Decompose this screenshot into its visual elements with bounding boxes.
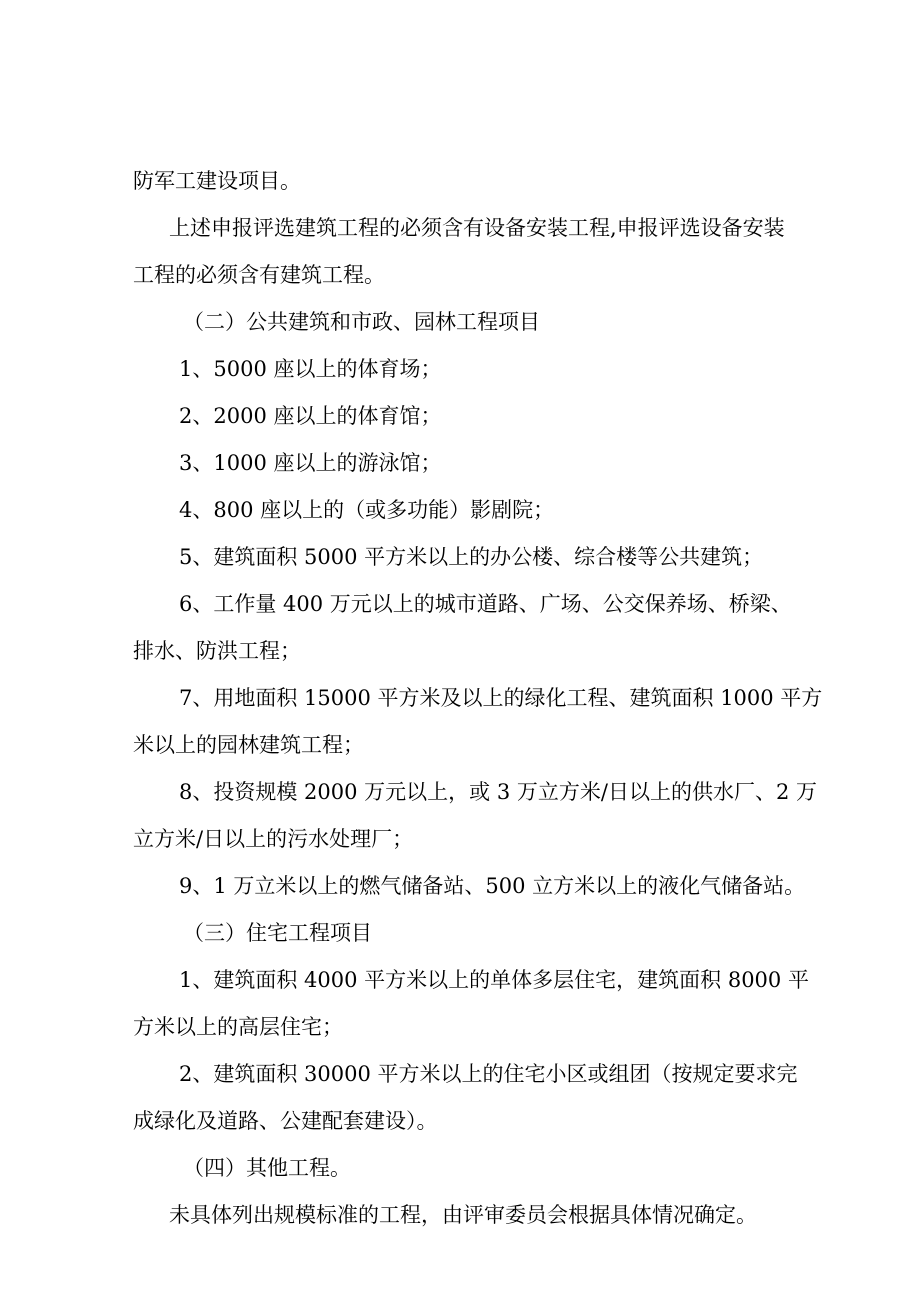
list-item-continuation: 米以上的园林建筑工程；	[133, 733, 364, 757]
text-line: 防军工建设项目。	[133, 169, 301, 193]
list-item-continuation: 方米以上的高层住宅；	[133, 1015, 343, 1039]
list-item: 6、工作量 400 万元以上的城市道路、广场、公交保养场、桥梁、	[179, 592, 792, 616]
list-item: 3、1000 座以上的游泳馆；	[179, 451, 442, 475]
list-item-continuation: 成绿化及道路、公建配套建设）。	[133, 1109, 438, 1133]
list-item: 9、1 万立米以上的燃气储备站、500 立方米以上的液化气储备站。	[179, 874, 806, 898]
text-line: 工程的必须含有建筑工程。	[133, 263, 385, 287]
list-item-continuation: 排水、防洪工程；	[133, 639, 301, 663]
list-item: 8、投资规模 2000 万元以上，或 3 万立方米/日以上的供水厂、2 万	[179, 780, 817, 804]
section-heading-residential: （三）住宅工程项目	[183, 921, 372, 945]
list-item: 2、建筑面积 30000 平方米以上的住宅小区或组团（按规定要求完	[179, 1062, 798, 1086]
list-item: 5、建筑面积 5000 平方米以上的办公楼、综合楼等公共建筑；	[179, 545, 764, 569]
section-heading-other: （四）其他工程。	[183, 1156, 351, 1180]
paragraph-line: 上述申报评选建筑工程的必须含有设备安装工程,申报评选设备安装	[169, 216, 785, 240]
list-item: 2、2000 座以上的体育馆；	[179, 404, 442, 428]
list-item: 7、用地面积 15000 平方米及以上的绿化工程、建筑面积 1000 平方	[179, 686, 823, 710]
section-heading-public-buildings: （二）公共建筑和市政、园林工程项目	[183, 310, 540, 334]
list-item: 4、800 座以上的（或多功能）影剧院；	[179, 498, 555, 522]
document-body	[133, 158, 823, 1239]
paragraph-line: 未具体列出规模标准的工程，由评审委员会根据具体情况确定。	[169, 1203, 757, 1227]
list-item: 1、建筑面积 4000 平方米以上的单体多层住宅，建筑面积 8000 平	[179, 968, 809, 992]
list-item: 1、5000 座以上的体育场；	[179, 357, 442, 381]
list-item-continuation: 立方米/日以上的污水处理厂；	[133, 827, 414, 851]
